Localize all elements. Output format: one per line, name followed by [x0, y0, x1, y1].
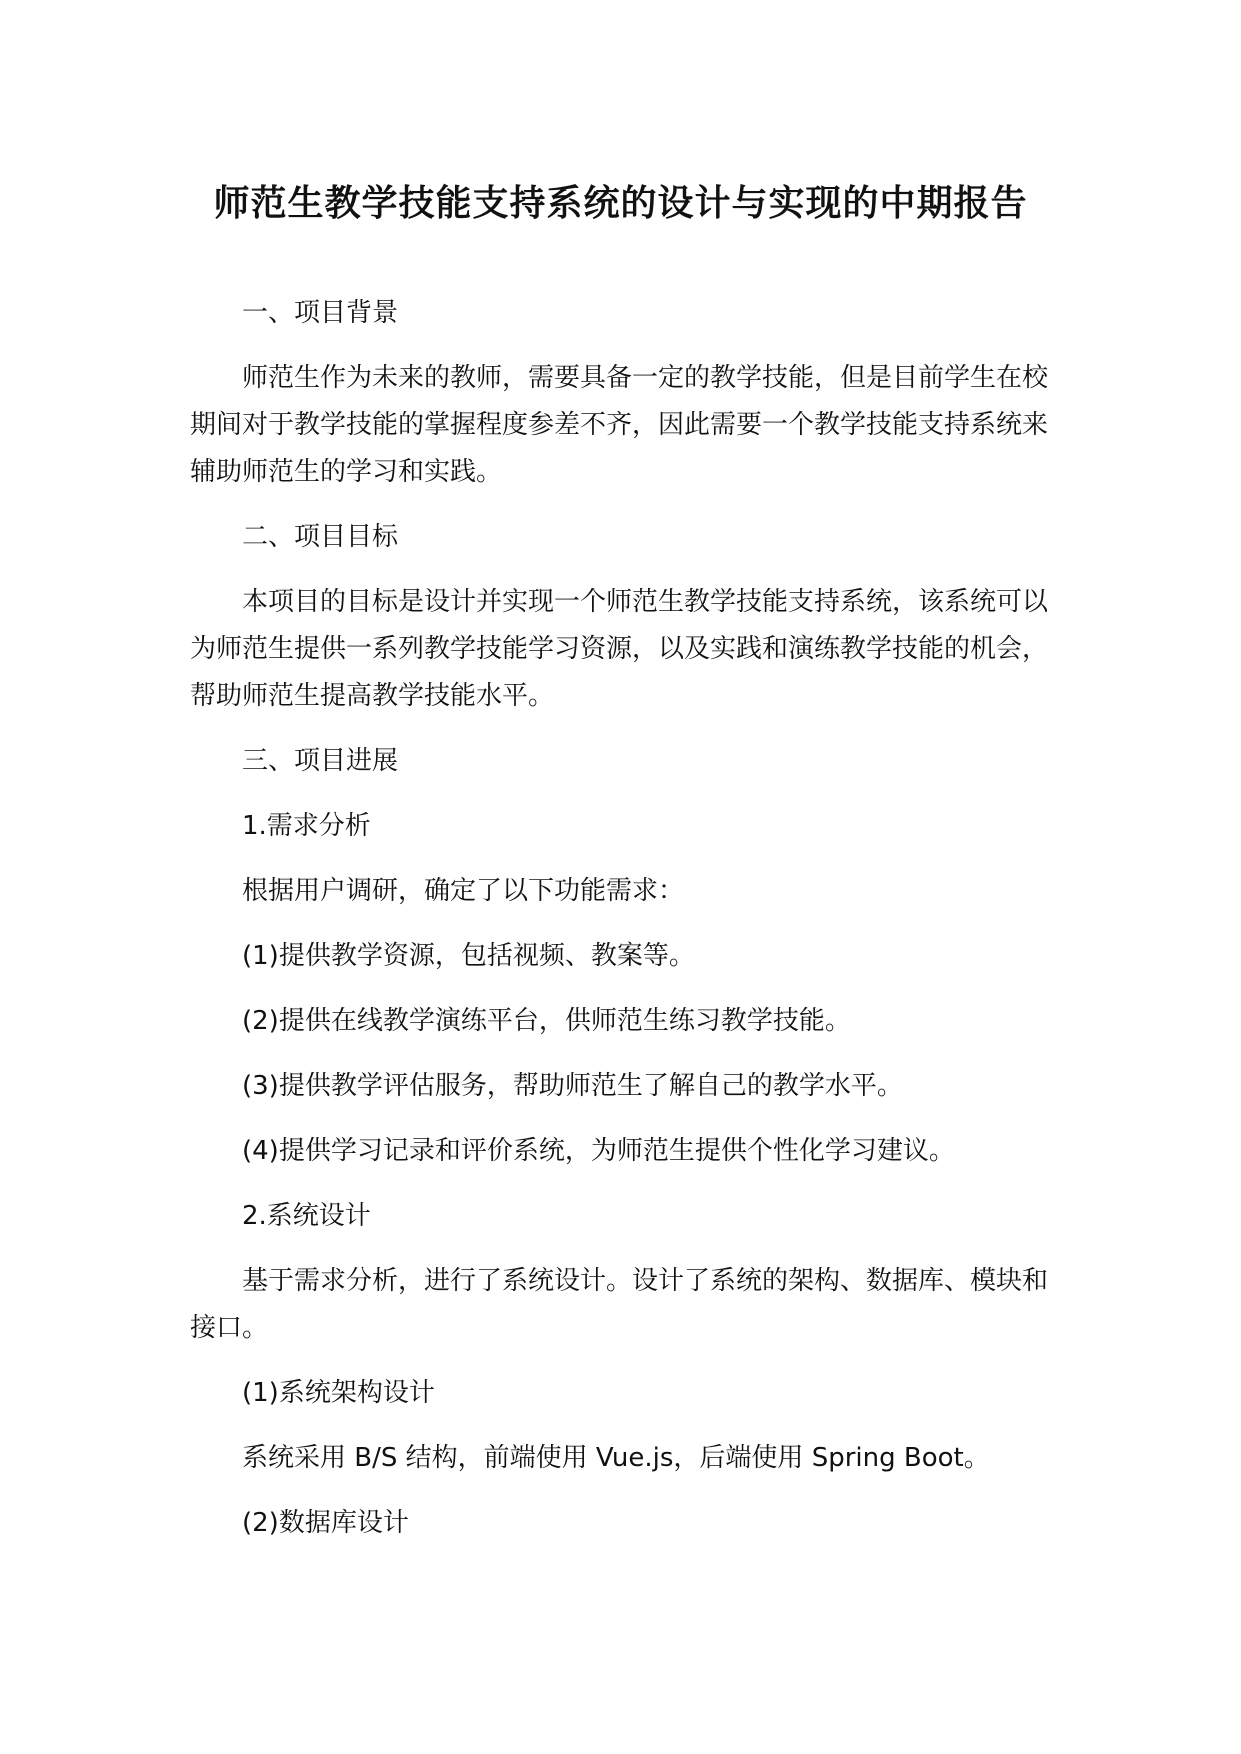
subheading-requirements: 1.需求分析 [242, 811, 371, 841]
paragraph-requirements-intro: 根据用户调研，确定了以下功能需求： [242, 876, 685, 906]
subheading-system-design: 2.系统设计 [242, 1201, 371, 1231]
list-item-requirement-4: (4)提供学习记录和评价系统，为师范生提供个性化学习建议。 [242, 1136, 955, 1166]
list-item-requirement-2: (2)提供在线教学演练平台，供师范生练习教学技能。 [242, 1006, 851, 1036]
document-body [190, 290, 1050, 1565]
section-heading-background: 一、项目背景 [242, 298, 399, 328]
list-item-requirement-1: (1)提供教学资源，包括视频、教案等。 [242, 941, 695, 971]
paragraph-background: 师范生作为未来的教师，需要具备一定的教学技能，但是目前学生在校期间对于教学技能的掌握程度参差不齐，因此需要一个教学技能支持系统来辅助师范生的学习和实践。 [190, 363, 1049, 487]
section-heading-goals: 二、项目目标 [242, 522, 399, 552]
paragraph-architecture: 系统采用 B/S 结构，前端使用 Vue.js，后端使用 Spring Boot。 [242, 1443, 990, 1473]
list-item-requirement-3: (3)提供教学评估服务，帮助师范生了解自己的教学水平。 [242, 1071, 903, 1101]
subheading-architecture: (1)系统架构设计 [242, 1378, 435, 1408]
section-heading-progress: 三、项目进展 [242, 746, 399, 776]
subheading-database: (2)数据库设计 [242, 1508, 409, 1538]
paragraph-goals: 本项目的目标是设计并实现一个师范生教学技能支持系统，该系统可以为师范生提供一系列教学技能学习资源，以及实践和演练教学技能的机会，帮助师范生提高教学技能水平。 [190, 587, 1049, 711]
paragraph-system-design: 基于需求分析，进行了系统设计。设计了系统的架构、数据库、模块和接口。 [190, 1266, 1049, 1343]
document-title: 师范生教学技能支持系统的设计与实现的中期报告 [213, 183, 1028, 224]
